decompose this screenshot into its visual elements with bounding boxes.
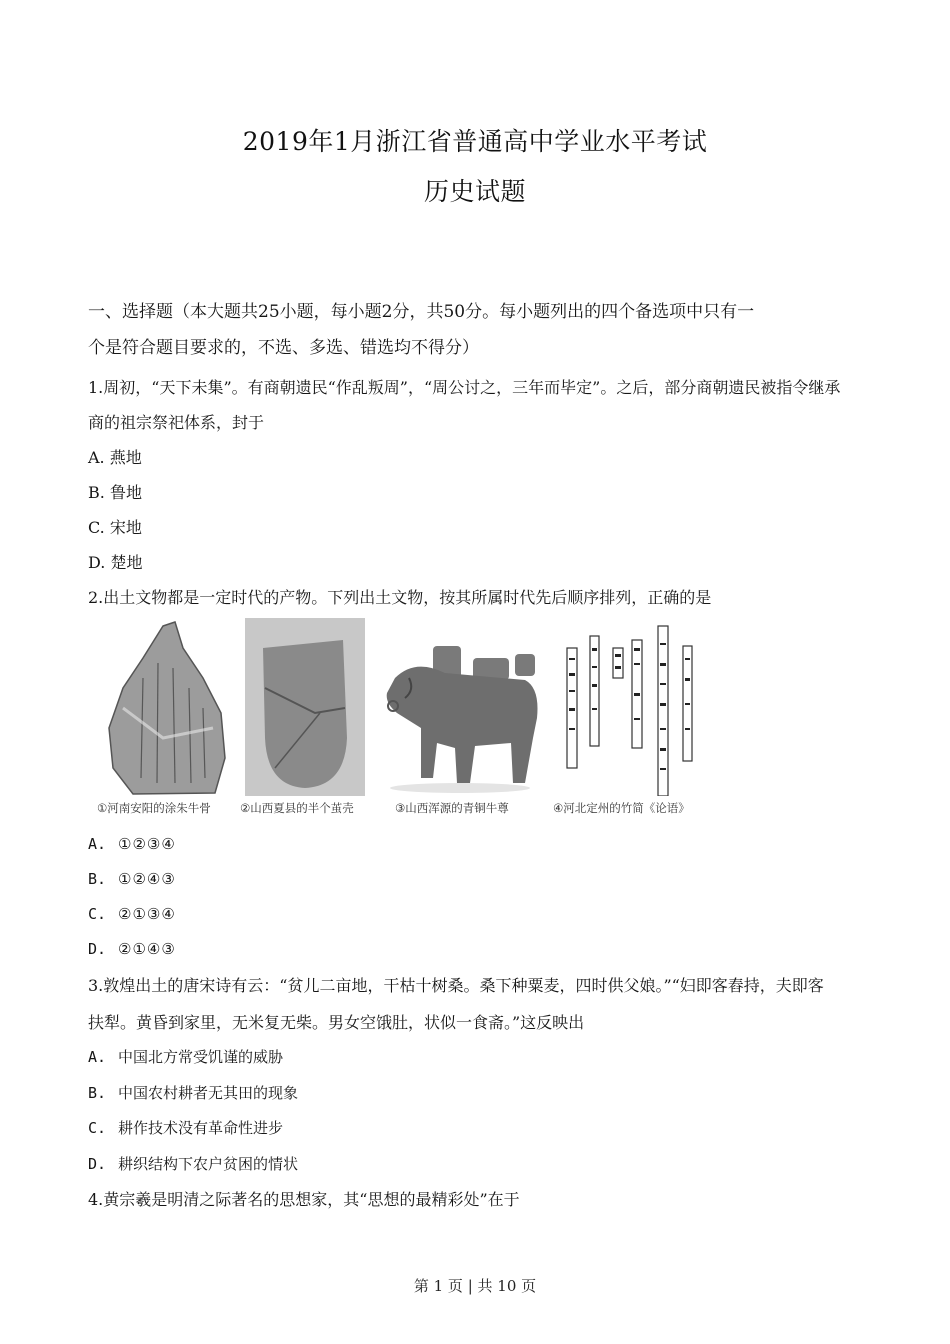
- option-label: D.: [88, 1155, 107, 1173]
- option-label: C.: [88, 1119, 107, 1137]
- option-text: 耕作技术没有革命性进步: [118, 1119, 284, 1137]
- question-4-stem: 4.黄宗羲是明清之际著名的思想家，其“思想的最精彩处”在于: [88, 1190, 520, 1209]
- option-text: 燕地: [109, 448, 142, 467]
- question-1-option-c: [88, 515, 142, 538]
- figure-caption-2: ②山西夏县的半个茧壳: [240, 801, 354, 815]
- figure-caption-3: ③山西浑源的青铜牛尊: [395, 801, 509, 815]
- section-instructions-line-2: 个是符合题目要求的，不选、多选、错选均不得分）: [88, 338, 479, 358]
- question-2-option-d: [88, 940, 176, 958]
- question-3-option-a: [88, 1046, 283, 1067]
- option-label: C.: [88, 905, 107, 923]
- option-text: ②①④③: [118, 940, 176, 958]
- option-text: 耕织结构下农户贫困的情状: [118, 1155, 299, 1173]
- option-label: C.: [88, 518, 105, 537]
- cocoon-shell-image: [245, 618, 365, 796]
- option-text: 中国农村耕者无其田的现象: [118, 1084, 299, 1102]
- oracle-bone-image: [103, 618, 233, 796]
- section-instructions-line-1: 一、选择题（本大题共25小题，每小题2分，共50分。每小题列出的四个备选项中只有一: [88, 302, 755, 322]
- figure-caption-1: ①河南安阳的涂朱牛骨: [97, 801, 211, 815]
- question-3-option-d: [88, 1153, 298, 1174]
- option-label: B.: [88, 870, 107, 888]
- option-label: B.: [88, 1084, 107, 1102]
- question-3-stem-line-2: 扶犁。黄昏到家里，无米复无柴。男女空饿肚，状似一食斋。”这反映出: [88, 1013, 585, 1032]
- option-text: ②①③④: [118, 905, 176, 923]
- question-3-stem-line-1: 3.敦煌出土的唐宋诗有云：“贫儿二亩地，干枯十树桑。桑下种粟麦，四时供父娘。”“妇即客舂持，夫即客: [88, 976, 824, 995]
- option-label: B.: [88, 483, 105, 502]
- exam-title: 2019年1月浙江省普通高中学业水平考试: [242, 127, 708, 156]
- question-1-option-b: [88, 480, 142, 503]
- option-text: 鲁地: [109, 483, 142, 502]
- question-3-option-c: [88, 1117, 283, 1138]
- question-2-stem: 2.出土文物都是一定时代的产物。下列出土文物，按其所属时代先后顺序排列，正确的是: [88, 588, 712, 607]
- option-label: D.: [88, 553, 106, 572]
- question-2-option-b: [88, 870, 176, 888]
- bronze-ox-zun-image: [375, 618, 545, 796]
- option-label: D.: [88, 940, 107, 958]
- page-footer: 第 1 页 | 共 10 页: [413, 1277, 537, 1295]
- question-1-option-a: [88, 445, 142, 468]
- bamboo-slips-image: [555, 618, 705, 796]
- question-1-stem-line-2: 商的祖宗祭祀体系，封于: [88, 413, 265, 432]
- option-label: A.: [88, 835, 107, 853]
- option-text: 楚地: [110, 553, 143, 572]
- option-text: 宋地: [109, 518, 142, 537]
- question-3-option-b: [88, 1082, 298, 1103]
- option-label: A.: [88, 448, 105, 467]
- question-1-option-d: [88, 550, 142, 573]
- exam-subtitle: 历史试题: [423, 177, 526, 206]
- option-text: ①②③④: [118, 835, 176, 853]
- option-label: A.: [88, 1048, 107, 1066]
- artifacts-figure: [95, 618, 705, 814]
- option-text: 中国北方常受饥谨的威胁: [118, 1048, 284, 1066]
- question-2-option-c: [88, 905, 176, 923]
- option-text: ①②④③: [118, 870, 176, 888]
- question-1-stem-line-1: 1.周初，“天下未集”。有商朝遗民“作乱叛周”，“周公讨之，三年而毕定”。之后，部分商朝遗民被指令继承: [88, 378, 841, 397]
- question-2-option-a: [88, 835, 176, 853]
- figure-caption-4: ④河北定州的竹简《论语》: [553, 801, 690, 815]
